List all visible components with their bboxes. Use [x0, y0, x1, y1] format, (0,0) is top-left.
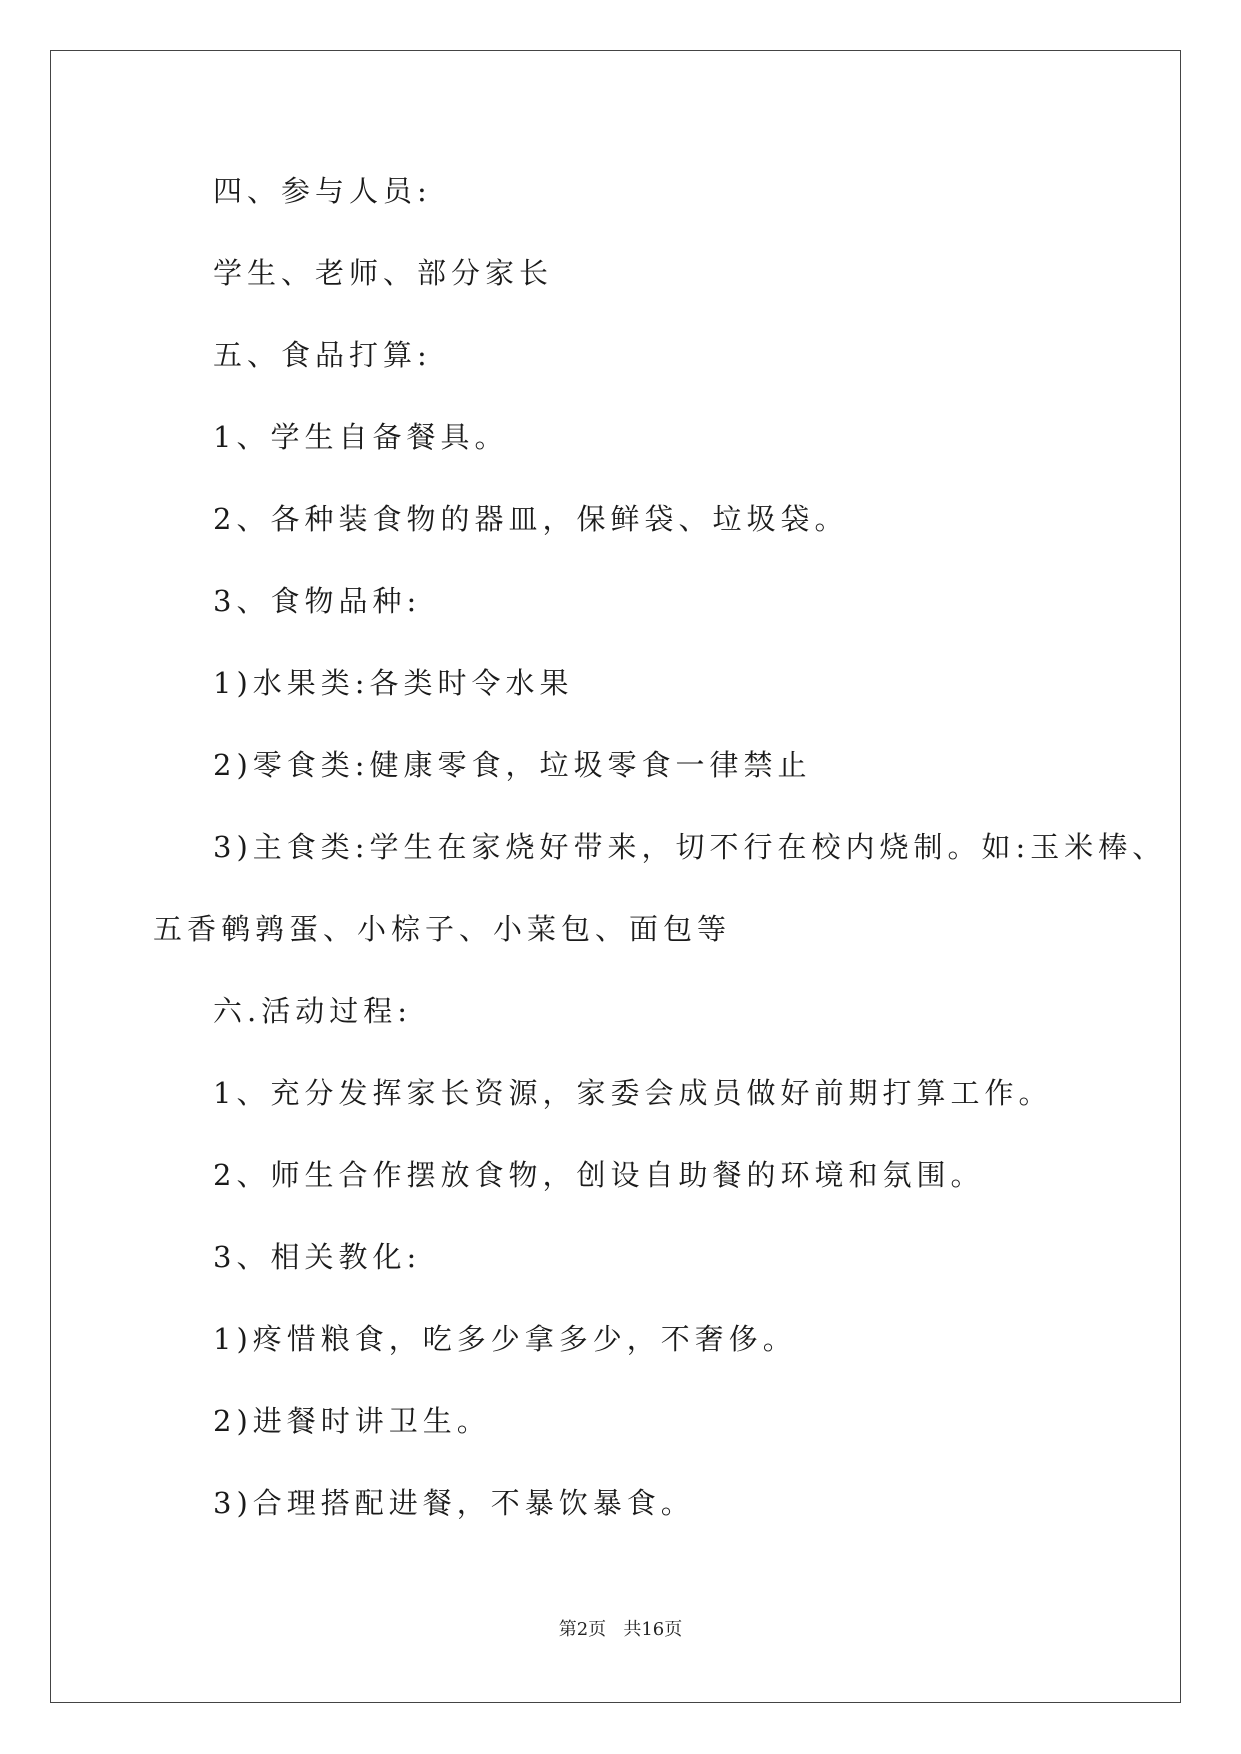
process-item-2: 2、师生合作摆放食物，创设自助餐的环境和氛围。 [213, 1158, 985, 1192]
food-plan-item-3: 3、食物品种: [213, 584, 422, 618]
section-heading-process: 六.活动过程: [213, 994, 412, 1028]
education-item-2: 2)进餐时讲卫生。 [213, 1404, 491, 1438]
food-variety-snacks: 2)零食类:健康零食，垃圾零食一律禁止 [213, 748, 812, 782]
food-plan-item-1: 1、学生自备餐具。 [213, 420, 509, 454]
page-footer: 第2页 共16页 [558, 1619, 683, 1640]
education-item-1: 1)疼惜粮食，吃多少拿多少，不奢侈。 [213, 1322, 797, 1356]
process-item-1: 1、充分发挥家长资源，家委会成员做好前期打算工作。 [213, 1076, 1053, 1110]
food-variety-staple-continued: 五香鹌鹑蛋、小棕子、小菜包、面包等 [153, 912, 732, 946]
food-variety-fruit: 1)水果类:各类时令水果 [213, 666, 574, 700]
participants-text: 学生、老师、部分家长 [213, 256, 554, 290]
process-item-3: 3、相关教化: [213, 1240, 422, 1274]
section-heading-participants: 四、参与人员: [213, 174, 432, 208]
page-border [50, 50, 1181, 1703]
education-item-3: 3)合理搭配进餐，不暴饮暴食。 [213, 1486, 695, 1520]
food-plan-item-2: 2、各种装食物的器皿，保鲜袋、垃圾袋。 [213, 502, 849, 536]
section-heading-food-plan: 五、食品打算: [213, 338, 432, 372]
food-variety-staple: 3)主食类:学生在家烧好带来，切不行在校内烧制。如:玉米棒、 [213, 830, 1167, 864]
